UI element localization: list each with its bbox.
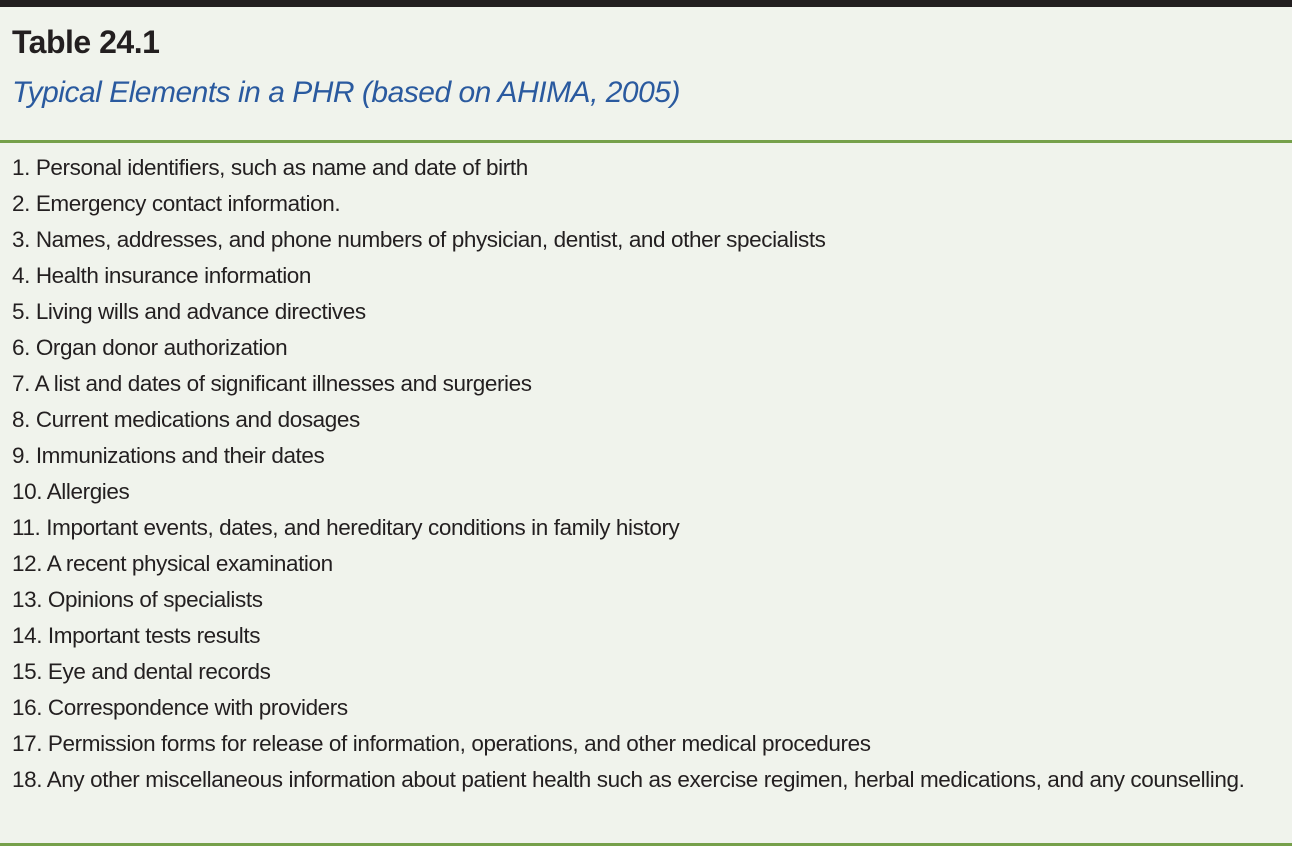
list-item: 7. A list and dates of significant illnesses and surgeries	[12, 371, 532, 396]
list-item: 9. Immunizations and their dates	[12, 443, 325, 468]
top-border	[0, 0, 1292, 7]
list-item: 14. Important tests results	[12, 623, 261, 648]
table-label: Table 24.1	[12, 24, 160, 60]
table-caption: Typical Elements in a PHR (based on AHIMA, 2005)	[12, 76, 680, 109]
list-item: 15. Eye and dental records	[12, 659, 271, 684]
list-item: 17. Permission forms for release of information, operations, and other medical procedures	[12, 731, 871, 756]
list-item: 12. A recent physical examination	[12, 551, 333, 576]
header-divider	[0, 140, 1292, 143]
list-item: 11. Important events, dates, and hereditary conditions in family history	[12, 515, 680, 540]
elements-list	[12, 150, 1274, 798]
list-item: 4. Health insurance information	[12, 263, 312, 288]
list-item: 18. Any other miscellaneous information about patient health such as exercise regimen, herbal medications, and any counselling.	[12, 767, 1245, 792]
list-item: 10. Allergies	[12, 479, 130, 504]
list-item: 1. Personal identifiers, such as name and date of birth	[12, 155, 528, 180]
list-item: 2. Emergency contact information.	[12, 191, 341, 216]
list-item: 13. Opinions of specialists	[12, 587, 263, 612]
list-item: 5. Living wills and advance directives	[12, 299, 366, 324]
list-item: 6. Organ donor authorization	[12, 335, 288, 360]
list-item: 3. Names, addresses, and phone numbers of physician, dentist, and other specialists	[12, 227, 826, 252]
list-item: 8. Current medications and dosages	[12, 407, 360, 432]
list-item: 16. Correspondence with providers	[12, 695, 348, 720]
